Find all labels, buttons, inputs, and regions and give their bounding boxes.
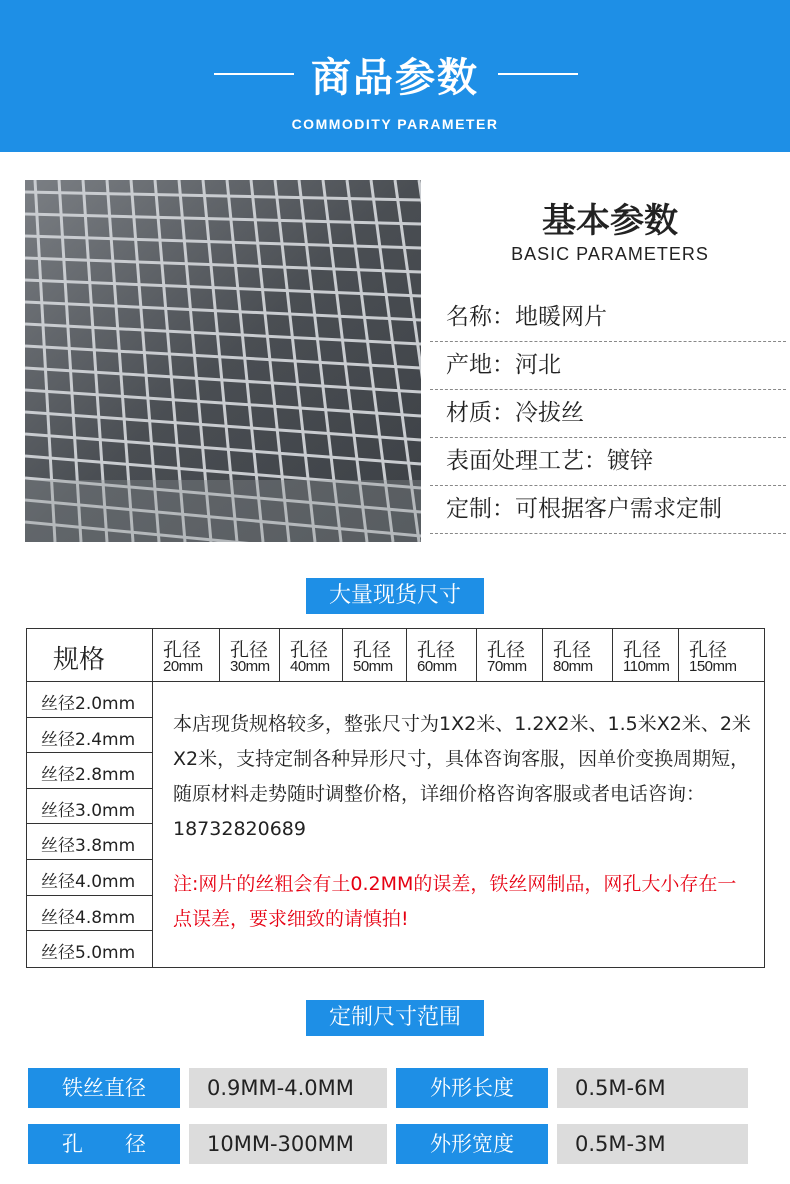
wire-diameter: 丝径2.0mm bbox=[41, 694, 136, 714]
wire-diameter: 丝径2.8mm bbox=[41, 765, 136, 786]
wire-diameter: 丝径2.4mm bbox=[41, 729, 136, 750]
param-text: 产地：河北 bbox=[446, 352, 561, 378]
param-text: 定制：可根据客户需求定制 bbox=[446, 496, 722, 522]
hole-size: 150mm bbox=[689, 658, 737, 675]
hole-label: 孔径 bbox=[417, 639, 456, 661]
hole-size-cell bbox=[679, 629, 764, 681]
basic-params-title: 基本参数 bbox=[542, 201, 678, 241]
custom-range-label: 定制尺寸范围 bbox=[306, 1000, 484, 1036]
wire-row bbox=[27, 718, 152, 754]
banner-right-rule bbox=[498, 73, 578, 75]
wire-row bbox=[27, 753, 152, 789]
hole-size: 30mm bbox=[230, 658, 270, 675]
banner-subtitle: COMMODITY PARAMETER bbox=[291, 116, 499, 132]
product-photo bbox=[25, 180, 421, 542]
custom-key-cell: 外形长度 bbox=[396, 1068, 548, 1108]
hole-label: 孔径 bbox=[290, 639, 329, 661]
param-row bbox=[430, 294, 786, 342]
hole-label: 孔径 bbox=[553, 639, 592, 661]
wire-diameter: 丝径3.8mm bbox=[41, 836, 136, 857]
custom-value-cell: 0.9MM-4.0MM bbox=[189, 1068, 387, 1108]
hole-size-cell bbox=[477, 629, 543, 681]
custom-value-cell: 0.5M-6M bbox=[557, 1068, 748, 1108]
hole-size-cell bbox=[613, 629, 679, 681]
hole-label: 孔径 bbox=[353, 639, 392, 661]
custom-key-cell: 外形宽度 bbox=[396, 1124, 548, 1164]
hole-size-cell bbox=[407, 629, 477, 681]
wire-row bbox=[27, 682, 152, 718]
custom-key-cell: 铁丝直径 bbox=[28, 1068, 180, 1108]
wire-row bbox=[27, 860, 152, 896]
wire-diameter: 丝径4.8mm bbox=[41, 907, 136, 928]
custom-value-cell: 0.5M-3M bbox=[557, 1124, 748, 1164]
wire-row bbox=[27, 789, 152, 825]
param-text: 表面处理工艺：镀锌 bbox=[446, 448, 653, 474]
param-row bbox=[430, 390, 786, 438]
wire-row bbox=[27, 931, 152, 967]
hole-size: 60mm bbox=[417, 658, 457, 675]
hole-size-cell bbox=[153, 629, 220, 681]
wire-row bbox=[27, 896, 152, 932]
custom-key-cell: 孔 径 bbox=[28, 1124, 180, 1164]
spec-header-label: 规格 bbox=[53, 645, 106, 675]
param-text: 名称：地暖网片 bbox=[446, 304, 607, 330]
spec-header-label-cell bbox=[27, 629, 153, 681]
hole-label: 孔径 bbox=[689, 639, 728, 661]
hole-size-cell bbox=[343, 629, 407, 681]
hole-size: 20mm bbox=[163, 658, 203, 675]
tolerance-note: 注:网片的丝粗会有土0.2MM的误差，铁丝网制品，网孔大小存在一点误差，要求细致的请慎拍! bbox=[173, 873, 737, 930]
hole-size-cell bbox=[280, 629, 343, 681]
param-text: 材质：冷拔丝 bbox=[446, 400, 584, 426]
param-row bbox=[430, 486, 786, 534]
wire-diameter-column bbox=[27, 682, 153, 967]
wire-diameter: 丝径5.0mm bbox=[41, 943, 136, 964]
hole-size-cell bbox=[220, 629, 280, 681]
wire-diameter: 丝径4.0mm bbox=[41, 872, 136, 892]
hole-size: 50mm bbox=[353, 658, 393, 675]
banner-title: 商品参数 bbox=[311, 55, 479, 101]
basic-params-subtitle: BASIC PARAMETERS bbox=[511, 244, 709, 264]
stock-description: 本店现货规格较多，整张尺寸为1X2米、1.2X2米、1.5米X2米、2米X2米，支持定制各种异形尺寸，具体咨询客服，因单价变换周期短，随原材料走势随时调整价格，详细价格咨询客服或者电话咨询：18732820689 bbox=[173, 713, 751, 840]
hole-size: 80mm bbox=[553, 658, 593, 675]
hole-label: 孔径 bbox=[230, 639, 269, 661]
wire-mesh-illustration bbox=[25, 180, 421, 542]
hole-size-cell bbox=[543, 629, 613, 681]
hole-size: 110mm bbox=[623, 658, 670, 675]
hole-label: 孔径 bbox=[623, 639, 662, 661]
hole-size: 40mm bbox=[290, 658, 330, 675]
hole-label: 孔径 bbox=[487, 639, 526, 661]
wire-diameter: 丝径3.0mm bbox=[41, 800, 136, 821]
hole-label: 孔径 bbox=[163, 639, 202, 661]
custom-value-cell: 10MM-300MM bbox=[189, 1124, 387, 1164]
param-row bbox=[430, 342, 786, 390]
spec-table bbox=[26, 628, 765, 968]
header-banner bbox=[0, 0, 790, 152]
param-row bbox=[430, 438, 786, 486]
hole-size: 70mm bbox=[487, 658, 527, 675]
wire-row bbox=[27, 824, 152, 860]
stock-sizes-label: 大量现货尺寸 bbox=[306, 578, 484, 614]
